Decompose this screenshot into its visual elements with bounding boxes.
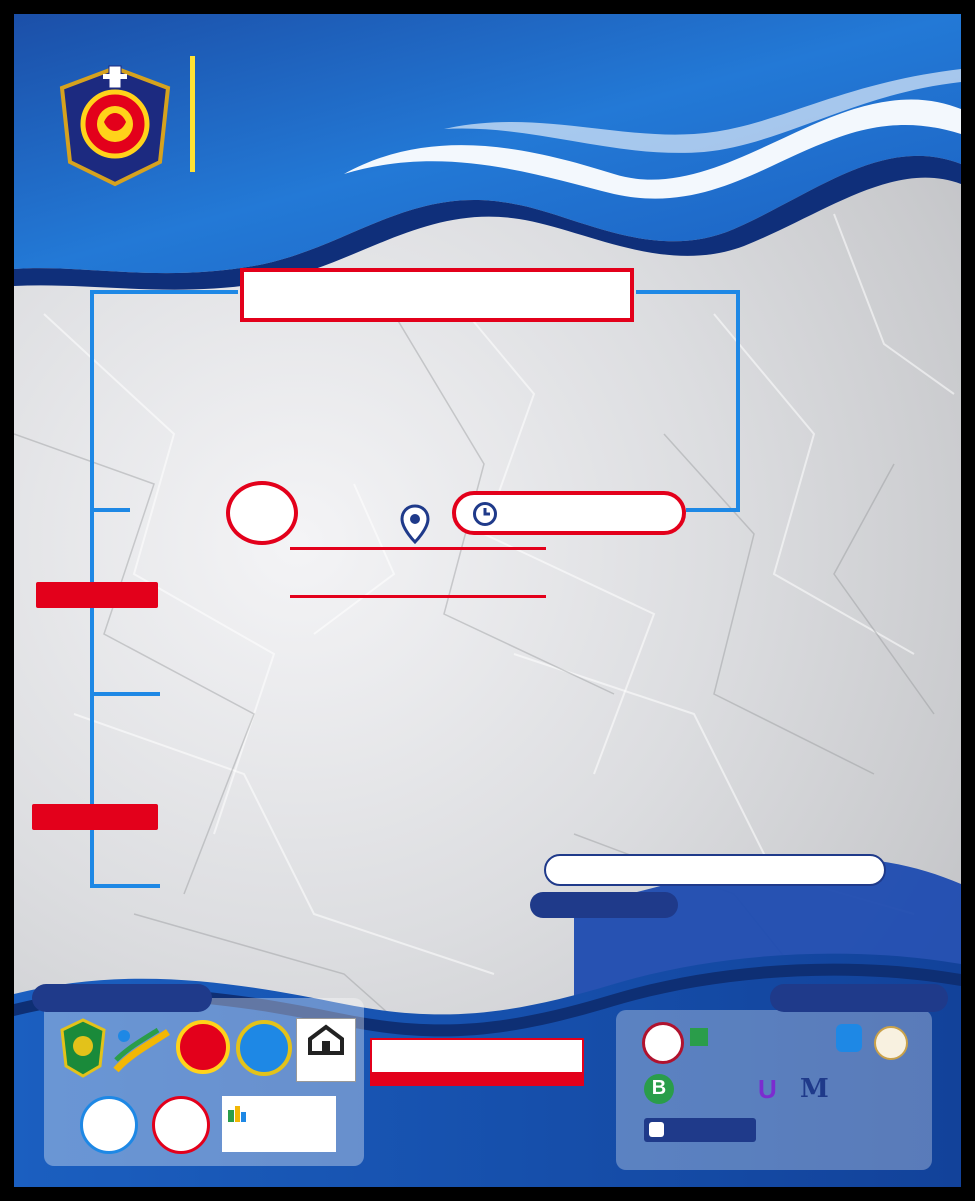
clock-icon [472,501,498,527]
frame-bottom-right-line [686,508,740,512]
location-pin-icon [400,504,430,544]
sinjai-regency-logo [58,1018,108,1078]
t-logo [836,1024,862,1052]
event-poster [14,14,961,1187]
pustaka-setapak-logo [222,1096,336,1152]
menara-m-icon: M [800,1074,829,1104]
sulselpos-logo [644,1118,756,1142]
time-pill [452,491,686,535]
book-icon [226,1102,248,1124]
moderator-label [32,804,158,830]
kemendes-logo [110,1024,172,1076]
protocol-line-3 [370,1072,584,1086]
contact-label [530,892,678,918]
event-date [226,481,298,545]
venue-top-line [290,547,546,550]
perpustakaan-logo [296,1018,356,1082]
pkk-logo [236,1020,292,1076]
header-divider [190,56,195,172]
event-title [240,268,634,322]
karang-taruna-support-logo [176,1020,230,1074]
sj-logo [642,1022,684,1064]
support-label [32,984,212,1012]
ujaran-u-icon: U [758,1074,777,1104]
info-url[interactable] [544,854,886,886]
media-label [770,984,948,1012]
frame-moderator-branch [90,884,160,888]
venue-bottom-line [290,595,546,598]
frame-right-line [736,290,740,512]
fds-logo [152,1096,210,1154]
bukabaca-icon [690,1028,708,1046]
frame-top-right-line [636,290,740,294]
karang-taruna-logo [54,64,176,188]
lpm-logo [80,1096,138,1154]
speakers-label [36,582,158,608]
sipatokkong-logo [874,1026,908,1060]
frame-speakers-branch [90,692,160,696]
frame-top-left-line [90,290,238,294]
sulselberita-b-icon: B [644,1074,674,1104]
frame-bottom-left-line [90,508,130,512]
house-icon [306,1023,346,1055]
